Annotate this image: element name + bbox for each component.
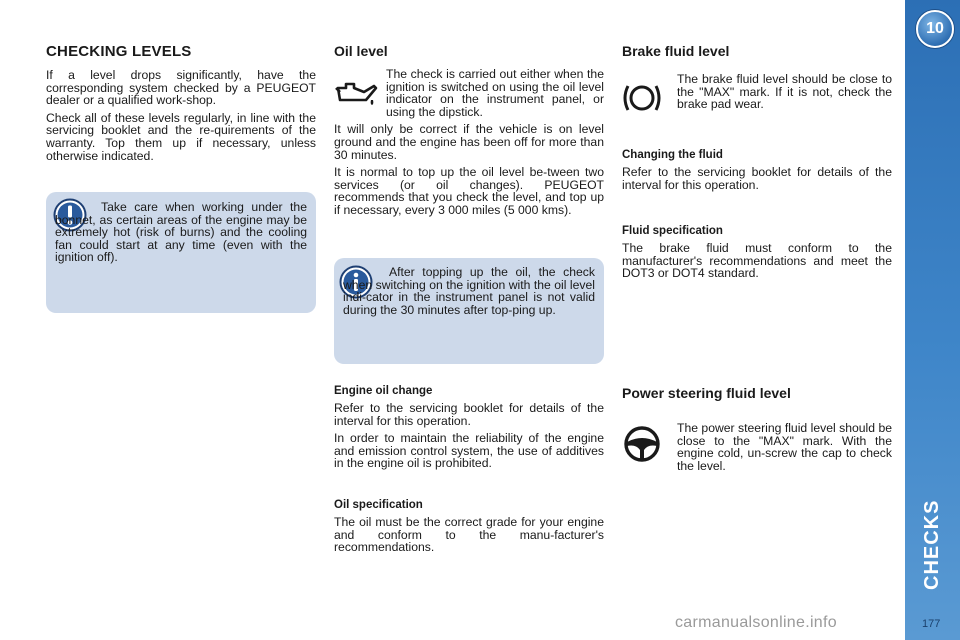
column-power-steering	[622, 385, 892, 478]
paragraph: It will only be correct if the vehicle is on level ground and the engine has been off for more than 30 minutes.	[334, 122, 604, 162]
page-number: 177	[922, 618, 941, 630]
column-brake-fluid	[622, 0, 892, 285]
paragraph: The check is carried out either when the ignition is switched on using the oil level indicator on the instrument panel, or using the dipstick.	[386, 67, 604, 119]
paragraph: Refer to the servicing booklet for details of the interval for this operation.	[334, 401, 604, 428]
column-oil-level-lower	[334, 385, 604, 559]
section-title-checking-levels: CHECKING LEVELS	[46, 43, 192, 60]
section-title-oil-level: Oil level	[334, 43, 388, 59]
brake-fluid-block	[622, 73, 892, 129]
paragraph: Check all of these levels regularly, in line with the servicing booklet and the re-quirements of the warranty. Top them up if necessary, unless otherwise indicated.	[46, 110, 316, 163]
oil-can-icon	[334, 68, 386, 118]
info-text: After topping up the oil, the check when switching on the ignition with the oil level indi-cator in the instrument panel is not valid during the 30 minutes after top-ping up.	[343, 265, 595, 317]
subheading-fluid-specification: Fluid specification	[622, 225, 723, 238]
column-checking-levels	[46, 0, 316, 167]
chapter-number-badge: 10	[916, 10, 954, 48]
brake-warning-icon	[622, 73, 677, 129]
warning-note	[46, 192, 316, 313]
subheading-oil-specification: Oil specification	[334, 498, 423, 511]
section-title-brake-fluid-level: Brake fluid level	[622, 43, 730, 59]
paragraph: The oil must be the correct grade for your engine and conform to the manu-facturer's recommendations.	[334, 514, 604, 555]
warning-text: Take care when working under the bonnet, as certain areas of the engine may be extremely hot (risk of burns) and the cooling fan could start at any time (even with the ignition off).	[55, 200, 307, 265]
steering-wheel-icon	[622, 422, 677, 478]
column-oil-level	[334, 0, 604, 222]
subheading-changing-the-fluid: Changing the fluid	[622, 149, 723, 161]
paragraph: If a level drops significantly, have the corresponding system checked by a PEUGEOT dealer or a qualified work-shop.	[46, 68, 316, 108]
section-title-power-steering-fluid-level: Power steering fluid level	[622, 385, 791, 401]
subheading-engine-oil-change: Engine oil change	[334, 385, 433, 397]
oil-check-block	[334, 68, 604, 118]
chapter-label: CHECKS	[921, 499, 943, 590]
paragraph: The brake fluid must conform to the manufacturer's recommendations and meet the DOT3 or DOT4 standard.	[622, 241, 892, 281]
paragraph: In order to maintain the reliability of the engine and emission control system, the use of additives in the engine oil is prohibited.	[334, 431, 604, 471]
paragraph: The brake fluid level should be close to the "MAX" mark. If it is not, check the brake pad wear.	[677, 73, 892, 112]
paragraph: It is normal to top up the oil level be-tween two services (or oil changes). PEUGEOT recommends that you check the level, and top up if necessary, every 3 000 miles (5 000 kms).	[334, 165, 604, 217]
info-note	[334, 258, 604, 364]
chapter-sidebar	[905, 0, 960, 640]
watermark: carmanualsonline.info	[675, 614, 837, 631]
paragraph: Refer to the servicing booklet for details of the interval for this operation.	[622, 165, 892, 192]
power-steering-block	[622, 422, 892, 478]
paragraph: The power steering fluid level should be close to the "MAX" mark. With the engine cold, un-screw the cap to check the level.	[677, 422, 892, 473]
